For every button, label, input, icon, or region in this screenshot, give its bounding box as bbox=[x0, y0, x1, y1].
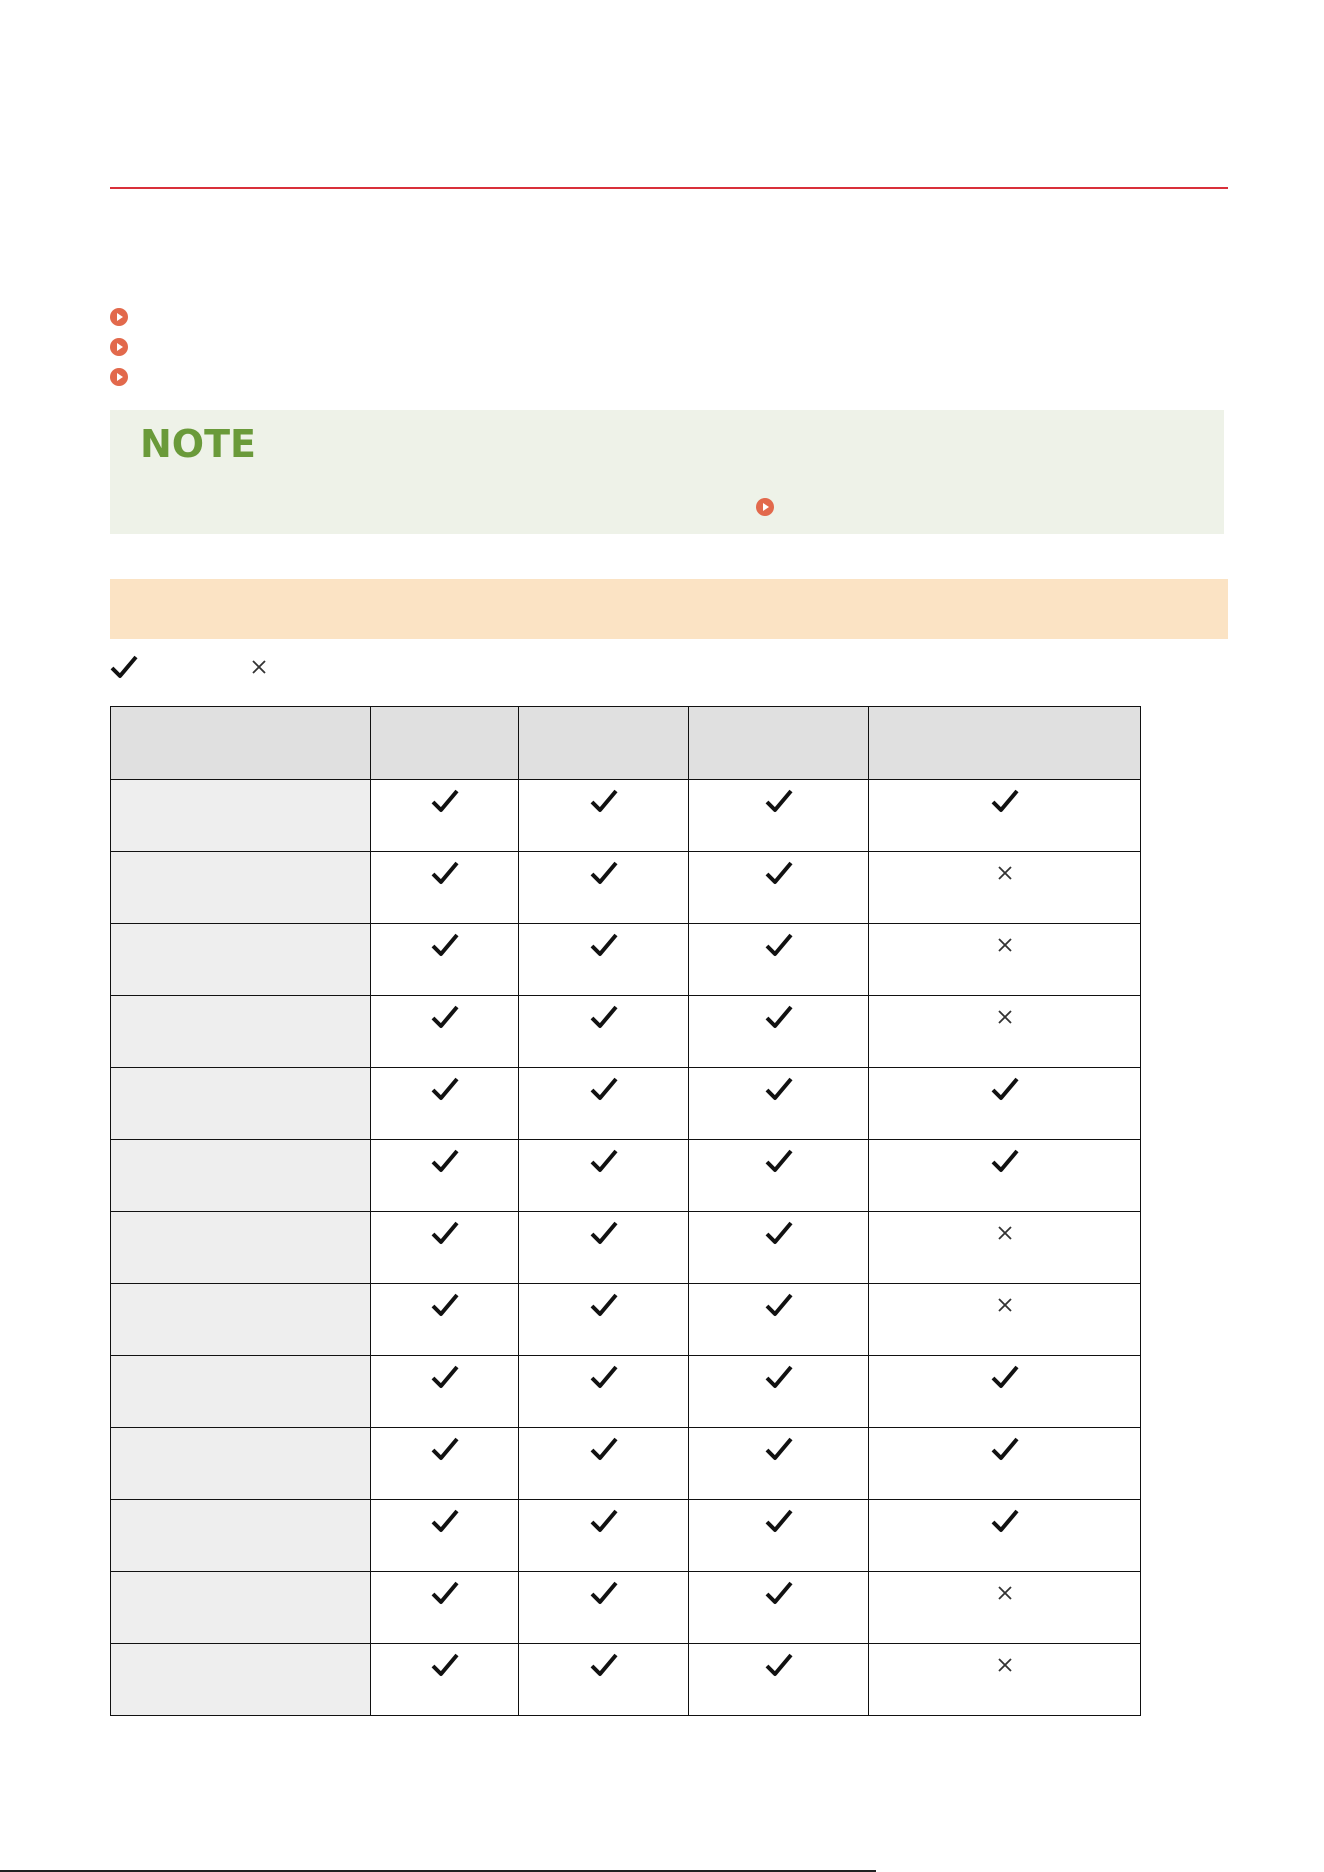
row-label-cell bbox=[111, 1212, 371, 1284]
check-mark-icon bbox=[430, 1291, 460, 1319]
related-link-3[interactable] bbox=[110, 362, 136, 392]
support-cell bbox=[869, 852, 1141, 924]
table-header-cell bbox=[869, 707, 1141, 780]
legend bbox=[110, 654, 268, 680]
check-mark-icon bbox=[990, 787, 1020, 815]
check-mark-icon bbox=[110, 654, 138, 680]
table-row bbox=[111, 1644, 1141, 1716]
support-cell bbox=[689, 1428, 869, 1500]
check-mark-icon bbox=[764, 1147, 794, 1175]
check-mark-icon bbox=[430, 1075, 460, 1103]
support-cell bbox=[519, 1428, 689, 1500]
cross-mark-icon bbox=[996, 1584, 1014, 1602]
check-mark-icon bbox=[764, 787, 794, 815]
support-cell bbox=[689, 1140, 869, 1212]
table-row bbox=[111, 1068, 1141, 1140]
support-cell bbox=[519, 780, 689, 852]
check-mark-icon bbox=[589, 787, 619, 815]
check-mark-icon bbox=[990, 1435, 1020, 1463]
cross-mark-icon bbox=[250, 658, 268, 676]
circle-arrow-right-icon bbox=[110, 308, 128, 326]
row-label-cell bbox=[111, 1572, 371, 1644]
check-mark-icon bbox=[589, 859, 619, 887]
circle-arrow-right-icon bbox=[110, 368, 128, 386]
check-mark-icon bbox=[430, 1651, 460, 1679]
row-label-cell bbox=[111, 1068, 371, 1140]
check-mark-icon bbox=[430, 1507, 460, 1535]
row-label-cell bbox=[111, 1644, 371, 1716]
support-cell bbox=[689, 1644, 869, 1716]
support-cell bbox=[371, 1284, 519, 1356]
support-cell bbox=[519, 1140, 689, 1212]
check-mark-icon bbox=[589, 1291, 619, 1319]
note-box bbox=[110, 410, 1224, 534]
support-cell bbox=[689, 1284, 869, 1356]
related-links-list bbox=[110, 302, 136, 392]
support-cell bbox=[371, 1356, 519, 1428]
support-cell bbox=[519, 1068, 689, 1140]
table-row bbox=[111, 1140, 1141, 1212]
cross-mark-icon bbox=[996, 936, 1014, 954]
table-header-cell bbox=[519, 707, 689, 780]
support-cell bbox=[869, 1284, 1141, 1356]
check-mark-icon bbox=[764, 1435, 794, 1463]
check-mark-icon bbox=[764, 931, 794, 959]
support-cell bbox=[371, 1572, 519, 1644]
check-mark-icon bbox=[990, 1075, 1020, 1103]
table-header-cell bbox=[689, 707, 869, 780]
check-mark-icon bbox=[589, 1219, 619, 1247]
table-row bbox=[111, 1356, 1141, 1428]
support-cell bbox=[689, 1356, 869, 1428]
table-header-cell bbox=[111, 707, 371, 780]
support-cell bbox=[519, 852, 689, 924]
support-cell bbox=[519, 1284, 689, 1356]
check-mark-icon bbox=[430, 1003, 460, 1031]
support-cell bbox=[869, 1572, 1141, 1644]
row-label-cell bbox=[111, 1356, 371, 1428]
support-cell bbox=[371, 852, 519, 924]
support-cell bbox=[869, 1356, 1141, 1428]
support-cell bbox=[519, 1356, 689, 1428]
table-row bbox=[111, 1284, 1141, 1356]
support-cell bbox=[519, 1572, 689, 1644]
check-mark-icon bbox=[764, 1507, 794, 1535]
support-cell bbox=[869, 1500, 1141, 1572]
check-mark-icon bbox=[589, 1651, 619, 1679]
support-cell bbox=[371, 1644, 519, 1716]
support-cell bbox=[869, 1644, 1141, 1716]
related-link-2[interactable] bbox=[110, 332, 136, 362]
support-cell bbox=[869, 1428, 1141, 1500]
support-cell bbox=[689, 1068, 869, 1140]
row-label-cell bbox=[111, 996, 371, 1068]
table-row bbox=[111, 1212, 1141, 1284]
support-cell bbox=[689, 1572, 869, 1644]
support-cell bbox=[869, 996, 1141, 1068]
support-cell bbox=[689, 852, 869, 924]
table-row bbox=[111, 924, 1141, 996]
table-row bbox=[111, 852, 1141, 924]
support-cell bbox=[519, 924, 689, 996]
table-row bbox=[111, 1500, 1141, 1572]
note-title: NOTE bbox=[140, 422, 256, 466]
row-label-cell bbox=[111, 924, 371, 996]
support-cell bbox=[689, 924, 869, 996]
support-cell bbox=[371, 1140, 519, 1212]
support-cell bbox=[371, 1500, 519, 1572]
related-link-1[interactable] bbox=[110, 302, 136, 332]
row-label-cell bbox=[111, 852, 371, 924]
support-cell bbox=[371, 1428, 519, 1500]
support-cell bbox=[869, 1068, 1141, 1140]
support-cell bbox=[519, 996, 689, 1068]
support-cell bbox=[689, 1500, 869, 1572]
check-mark-icon bbox=[990, 1147, 1020, 1175]
section-divider-rule bbox=[110, 187, 1228, 189]
check-mark-icon bbox=[990, 1363, 1020, 1391]
check-mark-icon bbox=[430, 859, 460, 887]
support-cell bbox=[371, 1068, 519, 1140]
cross-mark-icon bbox=[996, 1008, 1014, 1026]
check-mark-icon bbox=[589, 1435, 619, 1463]
check-mark-icon bbox=[764, 1219, 794, 1247]
check-mark-icon bbox=[430, 787, 460, 815]
support-cell bbox=[869, 780, 1141, 852]
support-table bbox=[110, 706, 1141, 1716]
support-cell bbox=[519, 1212, 689, 1284]
check-mark-icon bbox=[764, 1003, 794, 1031]
cross-mark-icon bbox=[996, 864, 1014, 882]
check-mark-icon bbox=[430, 1363, 460, 1391]
table-header-cell bbox=[371, 707, 519, 780]
check-mark-icon bbox=[764, 1291, 794, 1319]
check-mark-icon bbox=[764, 859, 794, 887]
section-heading-band bbox=[110, 579, 1228, 639]
cross-mark-icon bbox=[996, 1656, 1014, 1674]
check-mark-icon bbox=[430, 1219, 460, 1247]
check-mark-icon bbox=[764, 1579, 794, 1607]
support-cell bbox=[371, 996, 519, 1068]
row-label-cell bbox=[111, 1140, 371, 1212]
support-cell bbox=[869, 1140, 1141, 1212]
cross-mark-icon bbox=[996, 1296, 1014, 1314]
check-mark-icon bbox=[764, 1651, 794, 1679]
circle-arrow-right-icon[interactable] bbox=[756, 498, 774, 516]
support-cell bbox=[689, 780, 869, 852]
cross-mark-icon bbox=[996, 1224, 1014, 1242]
support-cell bbox=[689, 996, 869, 1068]
support-cell bbox=[371, 1212, 519, 1284]
check-mark-icon bbox=[589, 1147, 619, 1175]
row-label-cell bbox=[111, 1284, 371, 1356]
row-label-cell bbox=[111, 1428, 371, 1500]
table-header-row bbox=[111, 707, 1141, 780]
check-mark-icon bbox=[589, 931, 619, 959]
support-cell bbox=[519, 1500, 689, 1572]
support-cell bbox=[869, 1212, 1141, 1284]
table-row bbox=[111, 1428, 1141, 1500]
table-row bbox=[111, 996, 1141, 1068]
check-mark-icon bbox=[430, 931, 460, 959]
check-mark-icon bbox=[990, 1507, 1020, 1535]
check-mark-icon bbox=[589, 1003, 619, 1031]
check-mark-icon bbox=[589, 1075, 619, 1103]
circle-arrow-right-icon bbox=[110, 338, 128, 356]
row-label-cell bbox=[111, 780, 371, 852]
support-cell bbox=[371, 780, 519, 852]
support-cell bbox=[869, 924, 1141, 996]
check-mark-icon bbox=[764, 1075, 794, 1103]
support-cell bbox=[519, 1644, 689, 1716]
table-row bbox=[111, 1572, 1141, 1644]
table-row bbox=[111, 780, 1141, 852]
support-cell bbox=[371, 924, 519, 996]
check-mark-icon bbox=[430, 1435, 460, 1463]
check-mark-icon bbox=[764, 1363, 794, 1391]
check-mark-icon bbox=[430, 1579, 460, 1607]
row-label-cell bbox=[111, 1500, 371, 1572]
check-mark-icon bbox=[589, 1579, 619, 1607]
check-mark-icon bbox=[430, 1147, 460, 1175]
check-mark-icon bbox=[589, 1363, 619, 1391]
support-cell bbox=[689, 1212, 869, 1284]
check-mark-icon bbox=[589, 1507, 619, 1535]
